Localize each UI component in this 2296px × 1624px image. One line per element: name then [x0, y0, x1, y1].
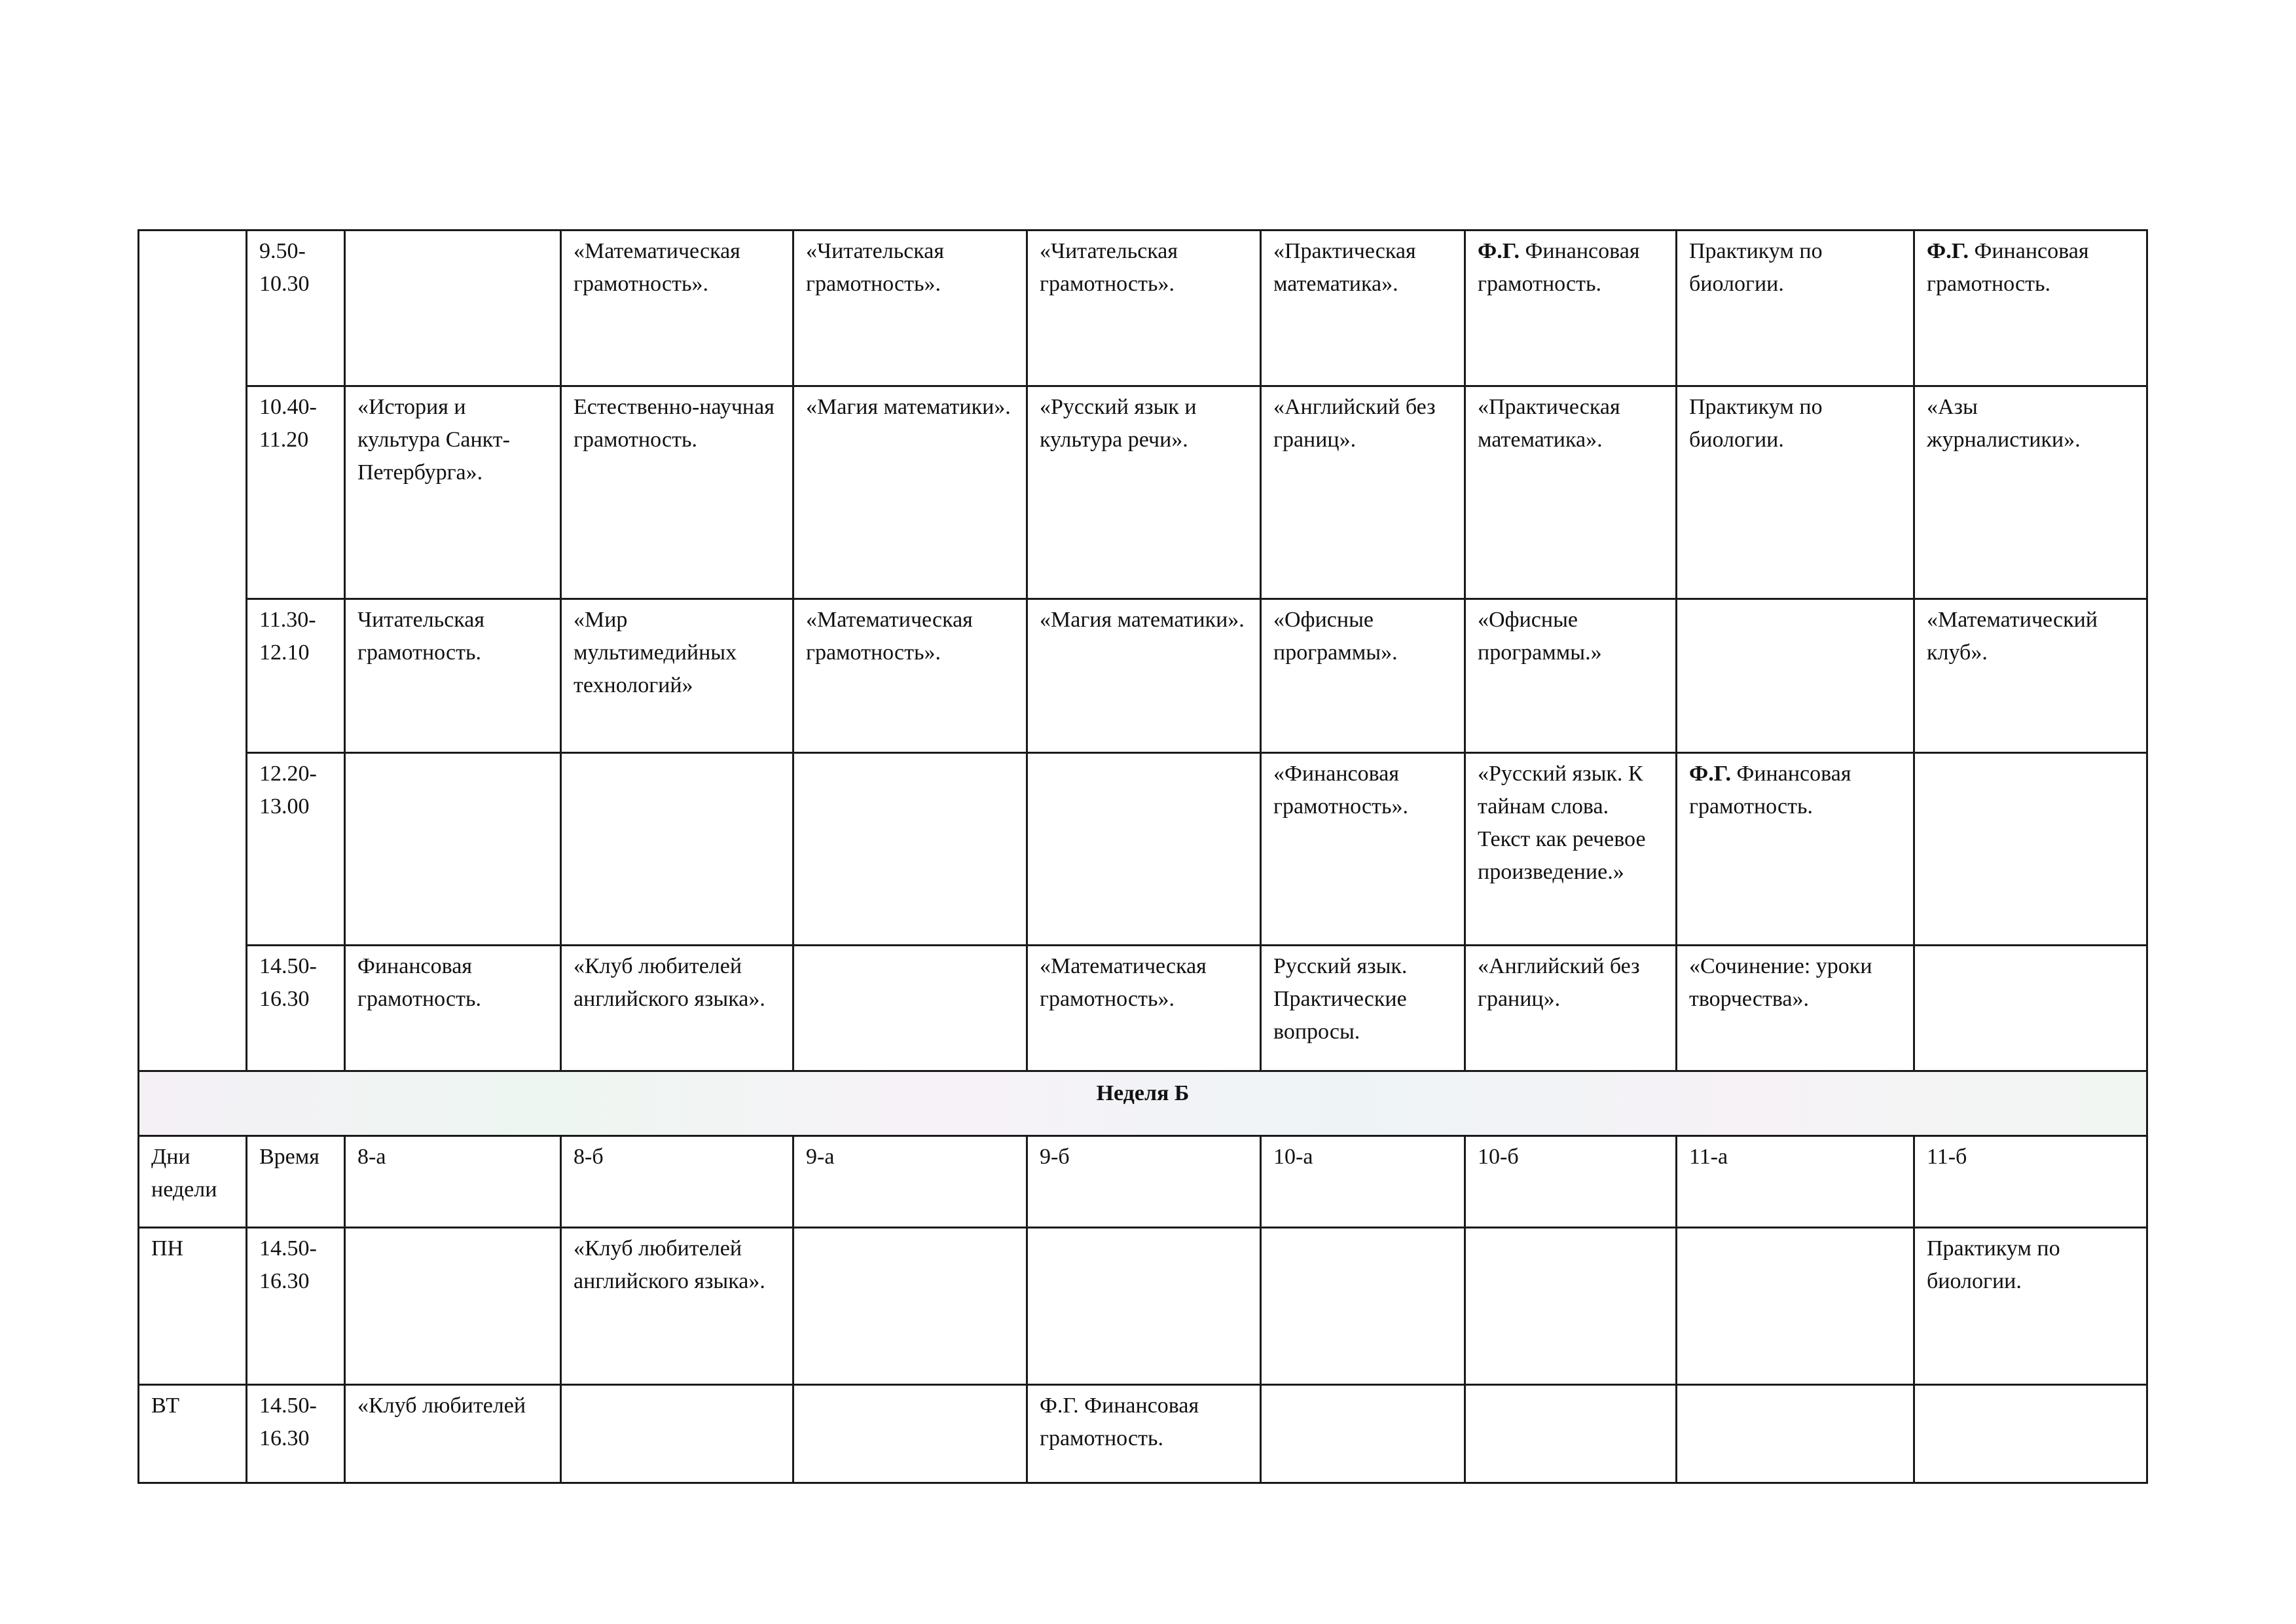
lesson-cell	[793, 946, 1027, 1071]
day-cell	[139, 231, 247, 1071]
lesson-cell: Читательская грамотность.	[345, 599, 561, 753]
lesson-cell: «Офисные программы.»	[1465, 599, 1677, 753]
fg-abbrev: Ф.Г.	[1478, 239, 1520, 263]
time-cell: 10.40-11.20	[247, 386, 345, 599]
time-cell: 14.50-16.30	[247, 1385, 345, 1483]
lesson-cell: «Офисные программы».	[1261, 599, 1465, 753]
column-header: 11-а	[1677, 1136, 1914, 1228]
column-header: 10-а	[1261, 1136, 1465, 1228]
lesson-cell	[1261, 1385, 1465, 1483]
time-cell: 14.50-16.30	[247, 1228, 345, 1385]
column-header: Время	[247, 1136, 345, 1228]
lesson-cell: Практикум по биологии.	[1677, 386, 1914, 599]
lesson-cell: Практикум по биологии.	[1677, 231, 1914, 386]
lesson-cell: «Клуб любителей английского языка».	[561, 946, 793, 1071]
lesson-cell: «Математическая грамотность».	[1027, 946, 1261, 1071]
lesson-cell	[1677, 1385, 1914, 1483]
lesson-cell	[793, 1385, 1027, 1483]
lesson-cell: «Клуб любителей	[345, 1385, 561, 1483]
lesson-cell	[345, 231, 561, 386]
lesson-cell	[345, 753, 561, 946]
table-row	[139, 753, 2147, 946]
time-cell: 14.50-16.30	[247, 946, 345, 1071]
week-divider-row	[139, 1071, 2147, 1136]
timetable	[137, 229, 2148, 1484]
lesson-cell: Ф.Г. Финансовая грамотность.	[1027, 1385, 1261, 1483]
lesson-cell	[1914, 946, 2147, 1071]
lesson-cell: Практикум по биологии.	[1914, 1228, 2147, 1385]
lesson-cell: «Практическая математика».	[1465, 386, 1677, 599]
lesson-cell: «Магия математики».	[1027, 599, 1261, 753]
column-header: 11-б	[1914, 1136, 2147, 1228]
lesson-cell: Ф.Г. Финансовая грамотность.	[1465, 231, 1677, 386]
lesson-cell: «Практическая математика».	[1261, 231, 1465, 386]
lesson-cell: «Русский язык. К тайнам слова. Текст как речевое произведение.»	[1465, 753, 1677, 946]
week-title: Неделя Б	[139, 1071, 2147, 1136]
lesson-cell	[1914, 753, 2147, 946]
lesson-cell	[345, 1228, 561, 1385]
lesson-cell	[1465, 1385, 1677, 1483]
lesson-cell	[793, 1228, 1027, 1385]
table-row	[139, 599, 2147, 753]
column-header: 8-б	[561, 1136, 793, 1228]
time-cell: 12.20-13.00	[247, 753, 345, 946]
column-header: 10-б	[1465, 1136, 1677, 1228]
lesson-cell	[1677, 1228, 1914, 1385]
lesson-cell: «История и культура Санкт-Петербурга».	[345, 386, 561, 599]
lesson-cell: Естественно-научная грамотность.	[561, 386, 793, 599]
column-header: 9-б	[1027, 1136, 1261, 1228]
lesson-cell: «Математический клуб».	[1914, 599, 2147, 753]
lesson-cell	[1914, 1385, 2147, 1483]
lesson-cell: «Английский без границ».	[1465, 946, 1677, 1071]
lesson-cell: «Читательская грамотность».	[793, 231, 1027, 386]
header-row	[139, 1136, 2147, 1228]
table-row	[139, 946, 2147, 1071]
timetable-page	[137, 229, 2146, 1484]
lesson-cell: «Математическая грамотность».	[793, 599, 1027, 753]
lesson-cell: «Клуб любителей английского языка».	[561, 1228, 793, 1385]
day-cell: ПН	[139, 1228, 247, 1385]
column-header: Дни недели	[139, 1136, 247, 1228]
lesson-cell: «Английский без границ».	[1261, 386, 1465, 599]
lesson-cell	[561, 1385, 793, 1483]
table-row	[139, 1385, 2147, 1483]
table-row	[139, 386, 2147, 599]
lesson-cell: Русский язык. Практические вопросы.	[1261, 946, 1465, 1071]
day-cell: ВТ	[139, 1385, 247, 1483]
lesson-cell: «Финансовая грамотность».	[1261, 753, 1465, 946]
lesson-cell	[1465, 1228, 1677, 1385]
lesson-cell	[1027, 1228, 1261, 1385]
lesson-cell: «Магия математики».	[793, 386, 1027, 599]
time-cell: 9.50-10.30	[247, 231, 345, 386]
lesson-cell	[1261, 1228, 1465, 1385]
column-header: 8-а	[345, 1136, 561, 1228]
lesson-cell	[561, 753, 793, 946]
lesson-cell: «Математическая грамотность».	[561, 231, 793, 386]
fg-abbrev: Ф.Г.	[1927, 239, 1969, 263]
lesson-cell: Ф.Г. Финансовая грамотность.	[1677, 753, 1914, 946]
table-row	[139, 1228, 2147, 1385]
lesson-cell	[793, 753, 1027, 946]
lesson-cell	[1677, 599, 1914, 753]
fg-abbrev: Ф.Г.	[1689, 762, 1731, 786]
lesson-cell: «Азы журналистики».	[1914, 386, 2147, 599]
lesson-cell: Финансовая грамотность.	[345, 946, 561, 1071]
lesson-cell: «Читательская грамотность».	[1027, 231, 1261, 386]
table-row	[139, 231, 2147, 386]
lesson-cell: Ф.Г. Финансовая грамотность.	[1914, 231, 2147, 386]
column-header: 9-а	[793, 1136, 1027, 1228]
lesson-cell: «Сочинение: уроки творчества».	[1677, 946, 1914, 1071]
lesson-cell	[1027, 753, 1261, 946]
lesson-cell: «Русский язык и культура речи».	[1027, 386, 1261, 599]
lesson-cell: «Мир мультимедийных технологий»	[561, 599, 793, 753]
time-cell: 11.30-12.10	[247, 599, 345, 753]
